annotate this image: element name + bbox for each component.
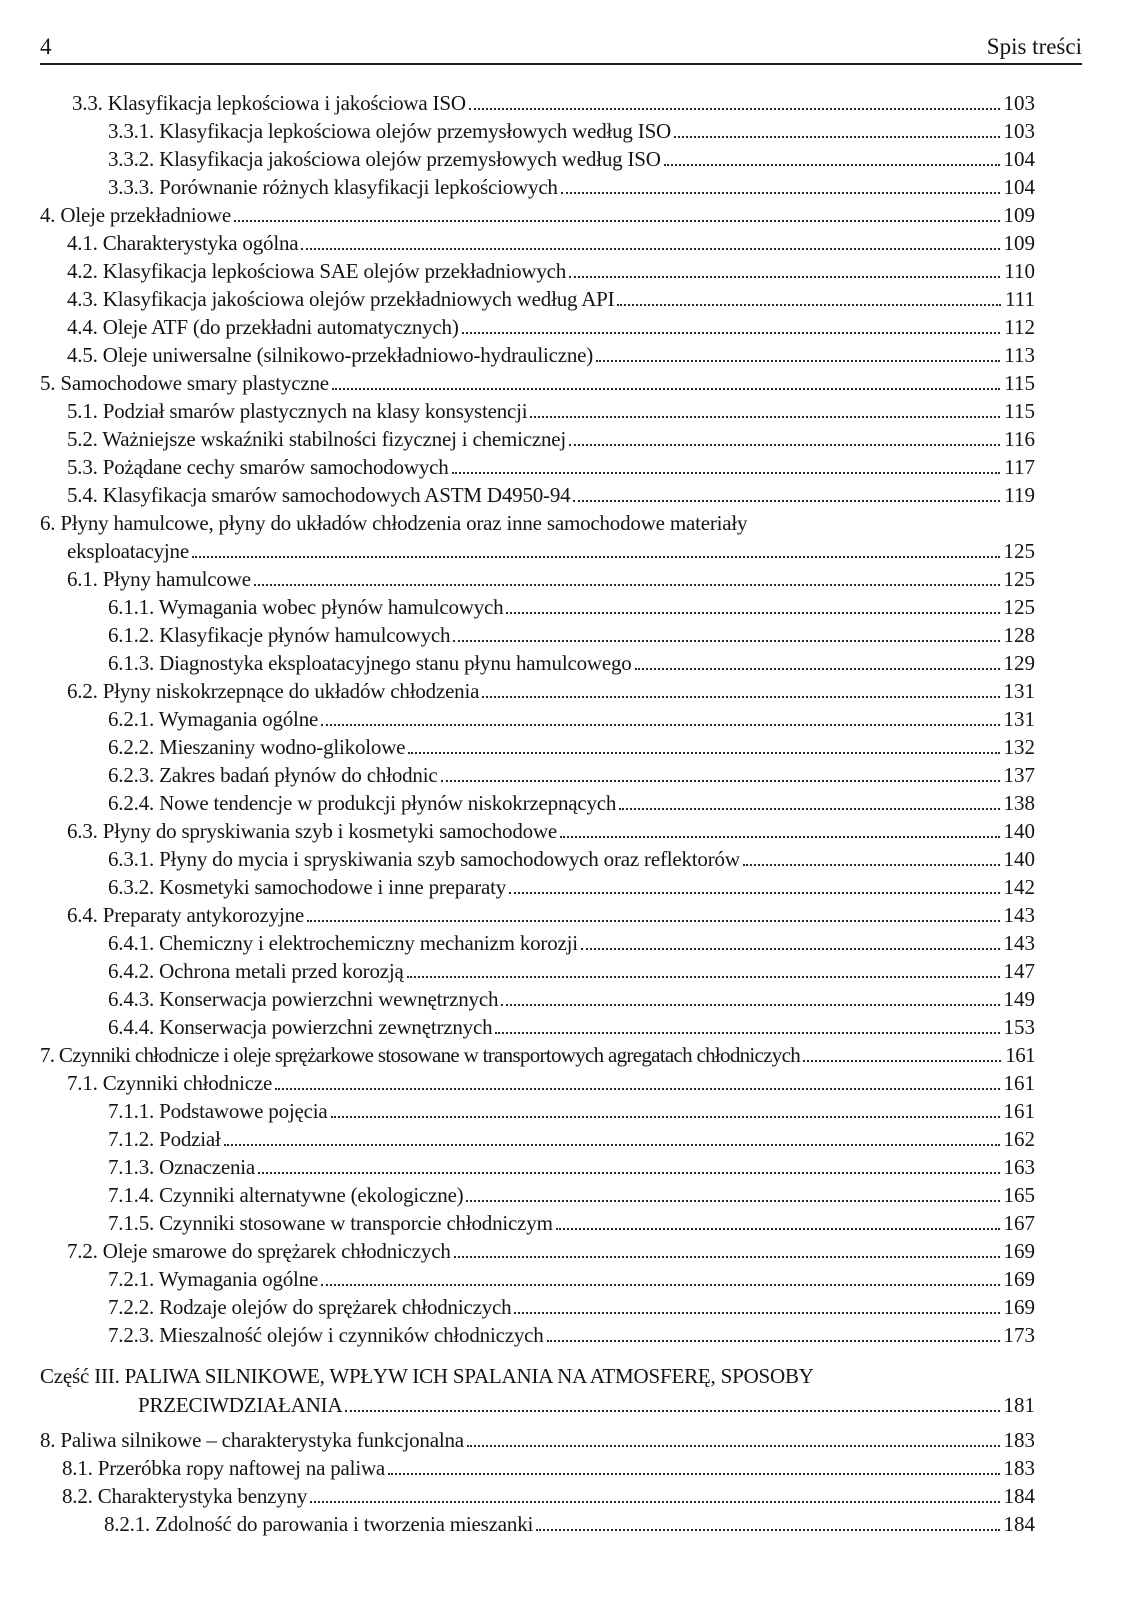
toc-entry-label: 3.3.3. Porównanie różnych klasyfikacji lepkościowych — [108, 175, 558, 199]
toc-entry-label: 8.2. Charakterystyka benzyny — [62, 1484, 308, 1508]
dot-leader — [635, 668, 1000, 670]
toc-entry-label: 4.5. Oleje uniwersalne (silnikowo-przekładniowo-hydrauliczne) — [67, 343, 594, 367]
dot-leader — [509, 892, 999, 894]
toc-entry-label: 5.2. Ważniejsze wskaźniki stabilności fizycznej i chemicznej — [67, 427, 567, 451]
toc-entry-page: 161 — [1003, 1099, 1035, 1123]
toc-entry — [108, 761, 1035, 789]
toc-entry-page: 115 — [1004, 371, 1035, 395]
dot-leader — [536, 1529, 999, 1531]
toc-entry-label: 6. Płyny hamulcowe, płyny do układów chłodzenia oraz inne samochodowe materiały — [40, 511, 748, 535]
toc-entry-page: 142 — [1003, 875, 1035, 899]
toc-entry — [67, 1237, 1035, 1265]
toc-entry — [108, 1153, 1035, 1181]
toc-entry-label: 3.3.1. Klasyfikacja lepkościowa olejów przemysłowych według ISO — [108, 119, 672, 143]
toc-entry — [67, 425, 1035, 453]
toc-entry — [67, 229, 1035, 257]
toc-entry-page: 128 — [1003, 623, 1035, 647]
toc-entry — [108, 929, 1035, 957]
toc-entry-label: 7.1. Czynniki chłodnicze — [67, 1071, 273, 1095]
toc-entry — [108, 1321, 1035, 1349]
toc-entry-page: 167 — [1003, 1211, 1035, 1235]
toc-entry — [108, 1265, 1035, 1293]
dot-leader — [501, 1004, 999, 1006]
dot-leader — [495, 1032, 999, 1034]
toc-entry-continued — [40, 509, 1035, 537]
toc-entry — [108, 705, 1035, 733]
toc-entry-label: 6.2.3. Zakres badań płynów do chłodnic — [108, 763, 438, 787]
dot-leader — [506, 612, 999, 614]
toc-entry-page: 143 — [1003, 903, 1035, 927]
dot-leader — [462, 332, 1001, 334]
page-header — [40, 30, 1082, 64]
toc-entry — [108, 1013, 1035, 1041]
toc-entry-page: 147 — [1003, 959, 1035, 983]
toc-entry — [67, 285, 1035, 313]
toc-entry — [108, 145, 1035, 173]
toc-entry-page: 169 — [1003, 1295, 1035, 1319]
toc-entry — [108, 789, 1035, 817]
toc-entry-page: 115 — [1004, 399, 1035, 423]
toc-entry-label: 6.1.1. Wymagania wobec płynów hamulcowych — [108, 595, 504, 619]
dot-leader — [408, 752, 999, 754]
toc-entry — [138, 1391, 1035, 1419]
toc-entry-page: 138 — [1003, 791, 1035, 815]
dot-leader — [321, 1284, 999, 1286]
toc-entry-page: 104 — [1003, 147, 1035, 171]
toc-entry-page: 161 — [1003, 1071, 1035, 1095]
toc-entry-label: 7.2.3. Mieszalność olejów i czynników chłodniczych — [108, 1323, 544, 1347]
toc-entry-page: 113 — [1004, 343, 1035, 367]
toc-entry — [67, 397, 1035, 425]
dot-leader — [482, 696, 999, 698]
toc-entry-label: 4.1. Charakterystyka ogólna — [67, 231, 299, 255]
toc-entry-label: 4.2. Klasyfikacja lepkościowa SAE olejów przekładniowych — [67, 259, 567, 283]
toc-entry-label: 6.1. Płyny hamulcowe — [67, 567, 251, 591]
toc-entry — [108, 117, 1035, 145]
toc-entry — [108, 1181, 1035, 1209]
toc-entry-label: 6.3.1. Płyny do mycia i spryskiwania szyb samochodowych oraz reflektorów — [108, 847, 740, 871]
dot-leader — [321, 724, 999, 726]
toc-entry-label: Część III. PALIWA SILNIKOWE, WPŁYW ICH SPALANIA NA ATMOSFERĘ, SPOSOBY — [40, 1364, 814, 1388]
dot-leader — [581, 948, 1000, 950]
toc-entry-page: 169 — [1003, 1267, 1035, 1291]
toc-entry-page: 184 — [1003, 1484, 1035, 1508]
toc-entry-label: 6.2.4. Nowe tendencje w produkcji płynów niskokrzepnących — [108, 791, 617, 815]
dot-leader — [192, 556, 1000, 558]
toc-entry — [67, 481, 1035, 509]
toc-entry-page: 183 — [1003, 1456, 1035, 1480]
toc-entry-page: 181 — [1003, 1393, 1035, 1417]
dot-leader — [254, 584, 1000, 586]
toc-entry-page: 161 — [1005, 1043, 1035, 1067]
toc-entry — [108, 733, 1035, 761]
toc-entry — [67, 901, 1035, 929]
toc-entry — [108, 985, 1035, 1013]
dot-leader — [275, 1088, 999, 1090]
toc-entry-label: 5.4. Klasyfikacja smarów samochodowych ASTM D4950-94 — [67, 483, 571, 507]
part-heading — [40, 1362, 1035, 1390]
toc-entry-label: 7.1.3. Oznaczenia — [108, 1155, 256, 1179]
toc-entry — [67, 817, 1035, 845]
toc-entry-label: 5.3. Pożądane cechy smarów samochodowych — [67, 455, 449, 479]
toc-entry-label: 4.3. Klasyfikacja jakościowa olejów przekładniowych według API — [67, 287, 615, 311]
dot-leader — [331, 1116, 1000, 1118]
dot-leader — [467, 1445, 1000, 1447]
dot-leader — [803, 1060, 1001, 1062]
toc-entry-page: 162 — [1003, 1127, 1035, 1151]
dot-leader — [569, 444, 1000, 446]
header-rule — [40, 63, 1082, 65]
dot-leader — [530, 416, 1000, 418]
toc-entry-label: 7.1.4. Czynniki alternatywne (ekologiczne) — [108, 1183, 464, 1207]
toc-entry — [67, 453, 1035, 481]
toc-entry — [67, 257, 1035, 285]
toc-entry — [108, 621, 1035, 649]
toc-entry-page: 140 — [1003, 847, 1035, 871]
dot-leader — [224, 1144, 1000, 1146]
toc-entry-label: 3.3. Klasyfikacja lepkościowa i jakościowa ISO — [72, 91, 466, 115]
toc-entry-label: 6.2.1. Wymagania ogólne — [108, 707, 319, 731]
dot-leader — [345, 1410, 999, 1412]
toc-entry-page: 149 — [1003, 987, 1035, 1011]
toc-entry — [108, 1097, 1035, 1125]
dot-leader — [664, 164, 1000, 166]
dot-leader — [674, 136, 999, 138]
toc-entry-label: 6.4.2. Ochrona metali przed korozją — [108, 959, 404, 983]
dot-leader — [560, 836, 999, 838]
dot-leader — [573, 500, 1000, 502]
toc-entry-page: 109 — [1003, 203, 1035, 227]
toc-entry — [67, 565, 1035, 593]
dot-leader — [388, 1473, 999, 1475]
toc-entry-label: 6.2.2. Mieszaniny wodno-glikolowe — [108, 735, 406, 759]
toc-entry-page: 125 — [1003, 595, 1035, 619]
dot-leader — [234, 220, 1000, 222]
toc-entry-label: 6.3. Płyny do spryskiwania szyb i kosmetyki samochodowe — [67, 819, 558, 843]
toc-entry — [67, 313, 1035, 341]
toc-entry-page: 165 — [1003, 1183, 1035, 1207]
toc-entry-page: 112 — [1004, 315, 1035, 339]
dot-leader — [547, 1340, 1000, 1342]
toc-entry — [108, 1293, 1035, 1321]
dot-leader — [310, 1501, 999, 1503]
toc-entry-page: 132 — [1003, 735, 1035, 759]
toc-entry-page: 125 — [1003, 539, 1035, 563]
toc-entry-page: 129 — [1003, 651, 1035, 675]
toc-entry-page: 169 — [1003, 1239, 1035, 1263]
toc-entry-label: 6.4.3. Konserwacja powierzchni wewnętrznych — [108, 987, 499, 1011]
toc-entry-label: 6.3.2. Kosmetyki samochodowe i inne preparaty — [108, 875, 507, 899]
toc-entry-label: 7.2.1. Wymagania ogólne — [108, 1267, 319, 1291]
toc-entry — [67, 537, 1035, 565]
toc-entry-label: 3.3.2. Klasyfikacja jakościowa olejów przemysłowych według ISO — [108, 147, 661, 171]
toc-entry — [108, 1125, 1035, 1153]
toc-entry-page: 137 — [1003, 763, 1035, 787]
toc-entry-page: 173 — [1003, 1323, 1035, 1347]
dot-leader — [619, 808, 999, 810]
toc-entry-page: 183 — [1003, 1428, 1035, 1452]
toc-entry — [40, 1041, 1035, 1069]
toc-entry-page: 110 — [1004, 259, 1035, 283]
dot-leader — [466, 1200, 999, 1202]
dot-leader — [514, 1312, 999, 1314]
dot-leader — [569, 276, 1000, 278]
toc-entry-page: 131 — [1003, 707, 1035, 731]
toc-entry-page: 116 — [1004, 427, 1035, 451]
dot-leader — [452, 472, 1001, 474]
toc-entry-label: 6.4. Preparaty antykorozyjne — [67, 903, 304, 927]
toc-entry-page: 131 — [1003, 679, 1035, 703]
toc-entry — [62, 1454, 1035, 1482]
dot-leader — [441, 780, 1000, 782]
toc-entry-label: 7.1.2. Podział — [108, 1127, 221, 1151]
toc-entry-label: 6.4.1. Chemiczny i elektrochemiczny mechanizm korozji — [108, 931, 578, 955]
toc-entry — [72, 89, 1035, 117]
toc-entry-label: 7.2.2. Rodzaje olejów do sprężarek chłodniczych — [108, 1295, 512, 1319]
toc-entry-page: 184 — [1003, 1512, 1035, 1536]
toc-entry-label: 6.2. Płyny niskokrzepnące do układów chłodzenia — [67, 679, 480, 703]
dot-leader — [469, 108, 1000, 110]
toc-entry-label: eksploatacyjne — [67, 539, 189, 563]
toc-entry — [108, 593, 1035, 621]
toc-entry — [108, 1209, 1035, 1237]
toc-entry-label: 7. Czynniki chłodnicze i oleje sprężarkowe stosowane w transportowych agregatach chłodniczych — [40, 1043, 801, 1067]
toc-entry — [40, 1426, 1035, 1454]
dot-leader — [743, 864, 1000, 866]
toc-entry-label: 7.2. Oleje smarowe do sprężarek chłodniczych — [67, 1239, 451, 1263]
toc-entry-page: 104 — [1003, 175, 1035, 199]
dot-leader — [556, 1228, 1000, 1230]
dot-leader — [307, 920, 1000, 922]
toc-entry — [67, 1069, 1035, 1097]
page-number: 4 — [40, 34, 52, 59]
toc-entry — [40, 201, 1035, 229]
toc-entry — [108, 873, 1035, 901]
toc-entry-page: 153 — [1003, 1015, 1035, 1039]
dot-leader — [332, 388, 1000, 390]
running-title: Spis treści — [986, 34, 1082, 59]
toc-entry-page: 103 — [1003, 119, 1035, 143]
toc-entry-page: 117 — [1004, 455, 1035, 479]
dot-leader — [617, 304, 1001, 306]
toc-entry-page: 143 — [1003, 931, 1035, 955]
toc-entry-label: PRZECIWDZIAŁANIA — [138, 1393, 343, 1417]
toc-entry-label: 8.1. Przeróbka ropy naftowej na paliwa — [62, 1456, 386, 1480]
toc-entry-label: 7.1.1. Podstawowe pojęcia — [108, 1099, 328, 1123]
toc-entry-label: 6.4.4. Konserwacja powierzchni zewnętrznych — [108, 1015, 493, 1039]
dot-leader — [596, 360, 1000, 362]
toc-entry-label: 4. Oleje przekładniowe — [40, 203, 231, 227]
toc-entry-page: 103 — [1003, 91, 1035, 115]
toc-entry — [108, 173, 1035, 201]
toc-entry-label: 8.2.1. Zdolność do parowania i tworzenia mieszanki — [104, 1512, 534, 1536]
dot-leader — [454, 1256, 1000, 1258]
toc-entry-page: 140 — [1003, 819, 1035, 843]
toc-entry-label: 4.4. Oleje ATF (do przekładni automatycznych) — [67, 315, 459, 339]
toc-entry-label: 6.1.3. Diagnostyka eksploatacyjnego stanu płynu hamulcowego — [108, 651, 632, 675]
toc-entry-page: 119 — [1004, 483, 1035, 507]
toc-entry-page: 125 — [1003, 567, 1035, 591]
toc-entry — [108, 957, 1035, 985]
toc-entry-page: 109 — [1003, 231, 1035, 255]
toc-entry — [67, 341, 1035, 369]
dot-leader — [453, 640, 999, 642]
toc-entry-page: 111 — [1005, 287, 1035, 311]
dot-leader — [407, 976, 1000, 978]
toc-entry-label: 7.1.5. Czynniki stosowane w transporcie chłodniczym — [108, 1211, 553, 1235]
toc-entry-label: 8. Paliwa silnikowe – charakterystyka funkcjonalna — [40, 1428, 464, 1452]
toc-entry — [108, 649, 1035, 677]
dot-leader — [258, 1172, 999, 1174]
toc-entry-page: 163 — [1003, 1155, 1035, 1179]
toc-entry — [40, 369, 1035, 397]
toc-entry — [104, 1510, 1035, 1538]
toc-entry — [62, 1482, 1035, 1510]
toc-entry-label: 6.1.2. Klasyfikacje płynów hamulcowych — [108, 623, 451, 647]
toc-entry — [67, 677, 1035, 705]
dot-leader — [561, 192, 1000, 194]
toc-entry-label: 5. Samochodowe smary plastyczne — [40, 371, 329, 395]
dot-leader — [301, 248, 999, 250]
toc-entry-label: 5.1. Podział smarów plastycznych na klasy konsystencji — [67, 399, 528, 423]
toc-entry — [108, 845, 1035, 873]
